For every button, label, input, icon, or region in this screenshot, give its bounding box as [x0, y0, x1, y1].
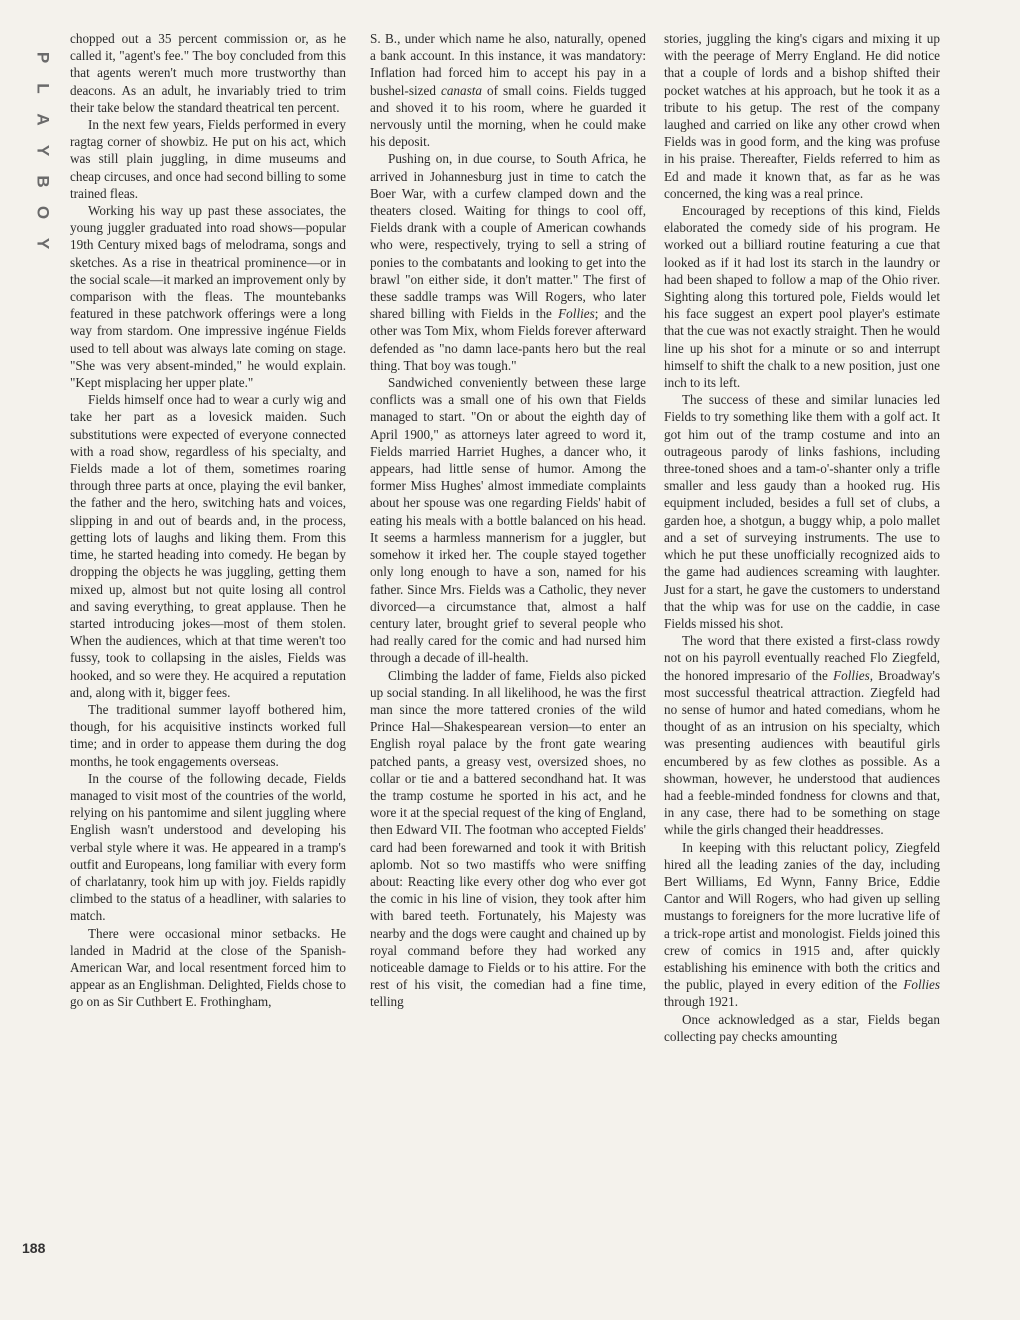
masthead-letter: P — [33, 51, 53, 64]
masthead-letter: A — [33, 113, 53, 126]
article-paragraph: Pushing on, in due course, to South Africa, he arrived in Johannesburg just in time to catch the Boer War, with a curfew clamped down and the theaters closed. Waiting for things to cool off, Fields drank with a couple of American cowhands who were, respectively, trying to sell a string of ponies to the combatants and looking to get into the brawl "on either side, it don't matter." The first of these saddle tramps was Will Rogers, who later shared billing with Fields in the Follies; and the other was Tom Mix, whom Fields forever afterward defended as "no damn lace-pants hero but the real thing. That boy was tough." — [370, 151, 646, 373]
article-paragraph: The word that there existed a first-class rowdy not on his payroll eventually reached Flo Ziegfeld, the honored impresario of the Follies, Broadway's most successful theatrical attraction. Ziegfeld had no sense of humor and hated comedians, whom he thought of as an intrusion on his specialty, which was presenting audiences with beautiful girls encumbered by as few clothes as possible. As a showman, however, he understood that audiences had a feeble-minded fondness for clowns and that, in any case, there had to be something on stage while the girls changed their headdresses. — [664, 633, 940, 838]
article-paragraph: Sandwiched conveniently between these large conflicts was a small one of his own that Fields managed to start. "On or about the eighth day of April 1900," as attorneys later agreed to word it, Fields married Harriet Hughes, a dancer who, it appears, had little sense of humor. Among the former Miss Hughes' almost immediate complaints about her spouse was one regarding Fields' habit of eating his meals with a bottle balanced on his head. It seems a harmless mannerism for a juggler, but somehow it irked her. The couple stayed together only long enough to have a son, named for his father. Since Mrs. Fields was a Catholic, they never divorced—a circumstance that, almost a half century later, brought grief to several people who had really cared for the comic and had nursed him through a decade of ill-health. — [370, 375, 646, 666]
article-paragraph: S. B., under which name he also, naturally, opened a bank account. In this instance, it was mandatory: Inflation had forced him to accept his pay in a bushel-sized canasta of small coins. Fields tugged and shoved it to his room, where he guarded it nervously until the morning, when he could make his deposit. — [370, 31, 647, 150]
article-paragraph: Working his way up past these associates, the young juggler graduated into road shows—popular 19th Century mixed bags of melodrama, songs and sketches. As a rise in theatrical prominence—or in the social scale—it marked an improvement only by comparison with the fleas. The mountebanks featured in these patchwork offerings were a long way from stardom. One impressive ingénue Fields used to tell about was always late coming on stage. "She was very absent-minded," he would explain. "Kept misplacing her upper plate." — [70, 203, 346, 391]
masthead-letter: L — [33, 83, 53, 94]
article-paragraph: stories, juggling the king's cigars and mixing it up with the peerage of Merry England. He did notice that a couple of lords and a bishop shifted their pocket watches at his approach, but he took it as a tribute to his getup. The rest of the company laughed and carried on like any other crowd when Fields was in good form, and the king was profuse in his praise. Thereafter, Fields referred to him as Ed and made it known that, as far as he was concerned, the king was a real prince. — [664, 31, 940, 201]
masthead-letter: B — [33, 175, 53, 188]
article-column-3 — [664, 30, 940, 1045]
article-column-2 — [370, 30, 646, 1011]
article-paragraph: In the course of the following decade, Fields managed to visit most of the countries of the world, relying on his pantomime and silent juggling where English wasn't understood and developing his verbal style where it was. He appeared in a tramp's outfit and Europeans, long familiar with every form of charlatanry, took him up with joy. Fields rapidly climbed to the status of a headliner, with salaries to match. — [70, 770, 346, 924]
article-paragraph: In the next few years, Fields performed in every ragtag corner of showbiz. He put on his act, which was still plain juggling, in dime museums and cheap circuses, and once had second billing to some trained fleas. — [70, 117, 346, 201]
article-column-1 — [70, 30, 346, 1011]
article-paragraph: There were occasional minor setbacks. He landed in Madrid at the close of the Spanish-American War, and local resentment forced him to appear as an Englishman. Delighted, Fields chose to go on as Sir Cuthbert E. Frothingham, — [70, 925, 346, 1010]
article-paragraph: Encouraged by receptions of this kind, Fields elaborated the comedy side of his program. He worked out a billiard routine featuring a cue that looked as if it had lost its starch in the laundry or had been shaped to follow a map of the Ohio river. Sighting along this tortured pole, Fields would let his face suggest an expert pool player's estimate that the cue was not exactly straight. Then he would line up his shot for a minute or so and interrupt himself to shift the chalk to a new position, just one inch to its left. — [664, 203, 940, 391]
article-paragraph: chopped out a 35 percent commission or, as he called it, "agent's fee." The boy concluded from this that agents weren't much more trustworthy than deacons. As an adult, he invariably tried to trim their take below the standard theatrical ten percent. — [70, 31, 346, 115]
article-paragraph: The success of these and similar lunacies led Fields to try something like them with a golf act. It got him out of the tramp costume and into an outrageous parody of links fashions, including three-toned shoes and a tam-o'-shanter only a trifle smaller and less gaudy than a hooked rug. His equipment included, besides a full set of clubs, a garden hoe, a shotgun, a buggy whip, a polo mallet and a set of surveying instruments. The use to which he put these unofficially recognized aids to the game had audiences screaming with laughter. Just for a start, he gave the customers to understand that the whip was for use on the caddie, in case Fields missed his shot. — [664, 392, 940, 631]
page-number: 188 — [22, 1240, 46, 1256]
masthead-vertical — [30, 42, 56, 259]
masthead-letter: O — [33, 205, 53, 220]
article-paragraph: Climbing the ladder of fame, Fields also picked up social standing. In all likelihood, he was the first man since the more tattered cronies of the wild Prince Hal—Shakespearean version—to enter an English royal palace by the front gate wearing patched pants, a greasy vest, oversized shoes, no collar or tie and a battered secondhand hat. It was the tramp costume he sported in his act, and he wore it at the special request of the king of England, then Edward VII. The footman who accepted Fields' card had been forewarned and took it with British aplomb. Not so two mastiffs who were sniffing about: Reacting like every other dog who ever got the comic in his line of vision, they took after him with bared teeth. Fortunately, his Majesty was nearby and the dogs were caught and chained up by royal command before they had worked any noticeable damage to Fields or to his attire. For the rest of his visit, the comedian had a fine time, telling — [370, 667, 646, 1010]
article-paragraph: Fields himself once had to wear a curly wig and take her part as a lovesick maiden. Such substitutions were expected of everyone connected with a road show, regardless of his specialty, and Fields made a lot of them, sometimes roaring through three parts at once, playing the evil banker, the father and the hero, switching hats and voices, slipping in and out of beards and, in the process, getting lots of laughs and liking them. From this time, he started heading into comedy. He began by dropping the objects he was juggling, getting them mixed up, almost but not quite losing all control and saving everything, to great applause. Then he started introducing jokes—most of them stolen. When the audiences, which at that time weren't too fussy, took to collapsing in the aisles, Fields was hooked, and so were they. He acquired a reputation and, along with it, bigger fees. — [70, 392, 346, 700]
article-paragraph: Once acknowledged as a star, Fields began collecting pay checks amounting — [664, 1011, 940, 1044]
masthead-letter: Y — [33, 144, 53, 157]
article-paragraph: In keeping with this reluctant policy, Ziegfeld hired all the leading zanies of the day, including Bert Williams, Ed Wynn, Fanny Brice, Eddie Cantor and Will Rogers, who had given up selling mustangs to foreigners for the more lucrative life of a trick-rope artist and monologist. Fields joined this crew of comics in 1915 and, after quickly establishing his eminence with both the critics and the public, played in every edition of the Follies through 1921. — [664, 839, 940, 1010]
masthead-letter: Y — [33, 237, 53, 250]
article-paragraph: The traditional summer layoff bothered him, though, for his acquisitive instincts worked full time; and in order to appease them during the dog months, he took engagements overseas. — [70, 701, 346, 769]
